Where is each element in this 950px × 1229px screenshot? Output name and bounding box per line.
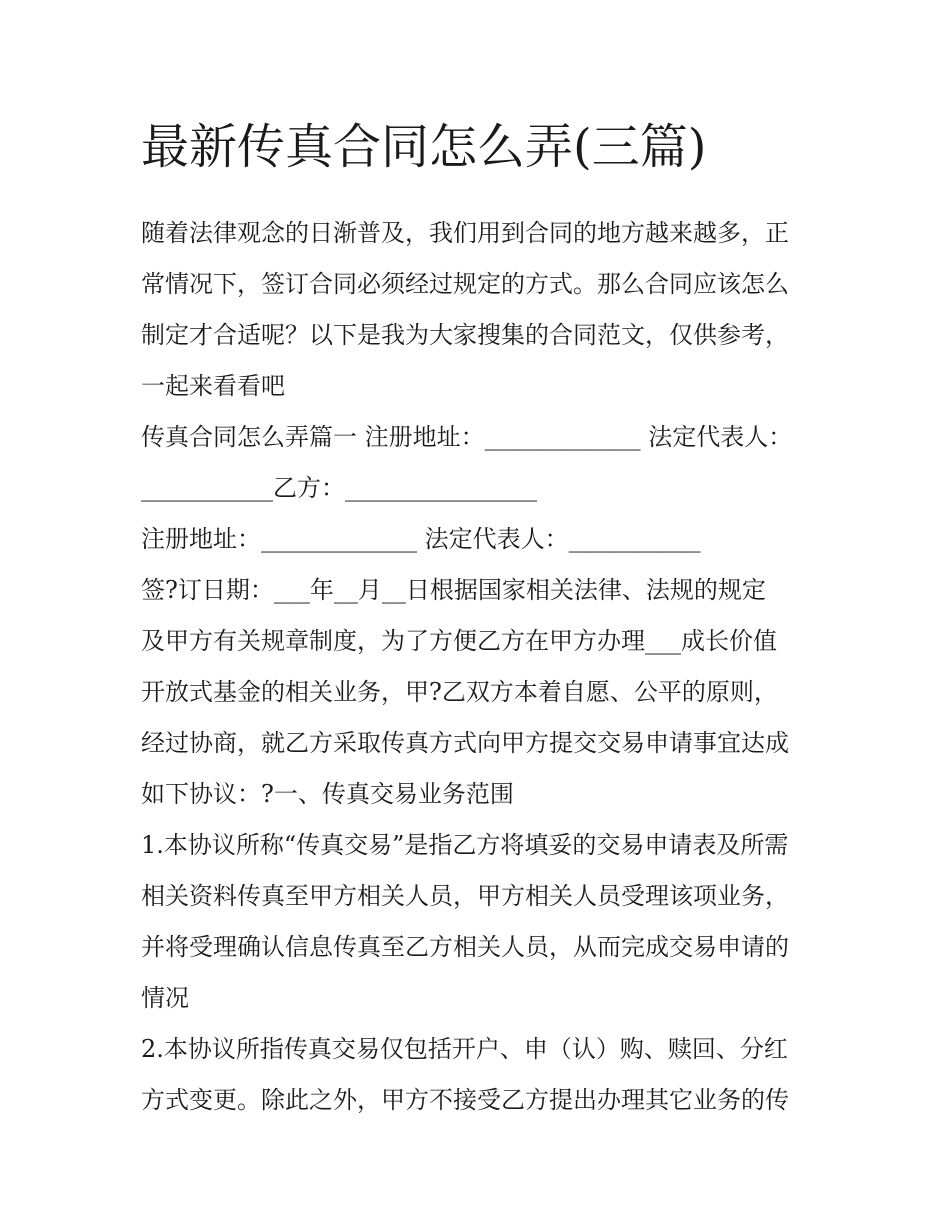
clause-2-line-2: 方式变更。除此之外，甲方不接受乙方提出办理其它业务的传 xyxy=(141,1086,789,1114)
document-page xyxy=(141,112,813,1126)
document-title: 最新传真合同怎么弄(三篇) xyxy=(141,119,707,175)
clause-1-line-3: 并将受理确认信息传真至乙方相关人员，从而完成交易申请的 xyxy=(141,933,789,961)
party-b-paragraph xyxy=(141,514,813,565)
intro-line-1: 随着法律观念的日渐普及，我们用到合同的地方越来越多，正 xyxy=(141,219,789,247)
party-a-paragraph xyxy=(141,412,813,514)
intro-paragraph xyxy=(141,208,813,412)
clause-1-paragraph xyxy=(141,820,813,1024)
preamble-line-1: 签?订日期：___年__月__日根据国家相关法律、法规的规定 xyxy=(141,576,766,604)
intro-line-4: 一起来看看吧 xyxy=(141,372,285,400)
clause-1-line-4: 情况 xyxy=(141,984,189,1012)
preamble-line-4: 经过协商，就乙方采取传真方式向甲方提交交易申请事宜达成 xyxy=(141,729,789,757)
clause-1-line-1: 1.本协议所称“传真交易”是指乙方将填妥的交易申请表及所需 xyxy=(141,831,789,859)
party-line-1: 传真合同怎么弄篇一 注册地址：_____________ 法定代表人： xyxy=(141,423,793,451)
party-line-2: ___________乙方：________________ xyxy=(141,474,537,502)
preamble-line-5: 如下协议：?一、传真交易业务范围 xyxy=(141,780,514,808)
document-body xyxy=(141,208,813,1126)
preamble-line-3: 开放式基金的相关业务，甲?乙双方本着自愿、公平的原则， xyxy=(141,678,778,706)
intro-line-2: 常情况下，签订合同必须经过规定的方式。那么合同应该怎么 xyxy=(141,270,789,298)
clause-2-paragraph xyxy=(141,1024,813,1126)
party-line-3: 注册地址：_____________ 法定代表人：___________ xyxy=(141,525,701,553)
clause-2-line-1: 2.本协议所指传真交易仅包括开户、申（认）购、赎回、分红 xyxy=(141,1035,788,1063)
intro-line-3: 制定才合适呢？以下是我为大家搜集的合同范文，仅供参考， xyxy=(141,321,789,349)
clause-1-line-2: 相关资料传真至甲方相关人员，甲方相关人员受理该项业务， xyxy=(141,882,789,910)
preamble-paragraph xyxy=(141,565,813,820)
preamble-line-2: 及甲方有关规章制度，为了方便乙方在甲方办理___成长价值 xyxy=(141,627,777,655)
